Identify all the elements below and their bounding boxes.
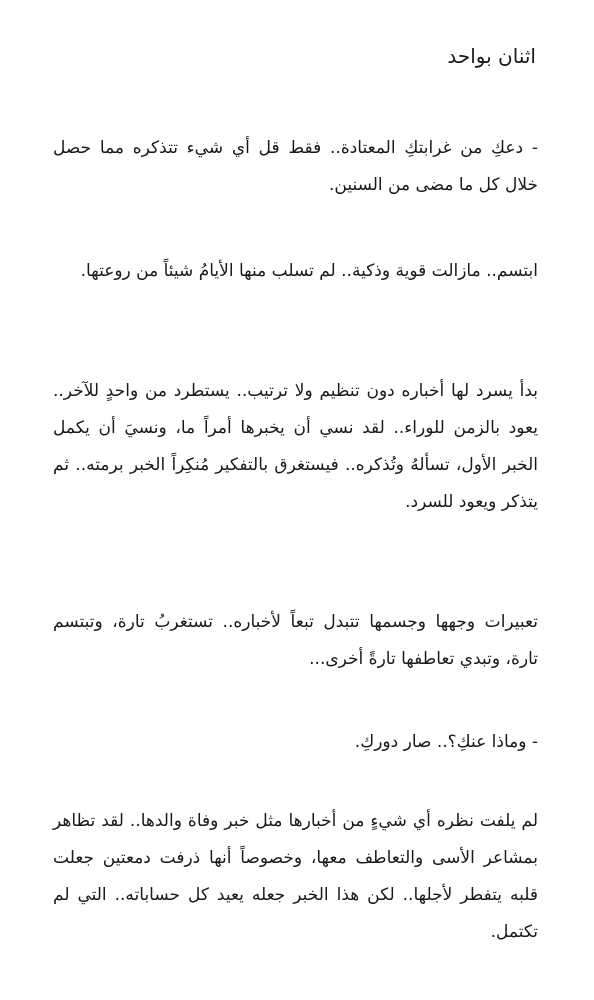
paragraph-smile: ابتسم.. مازالت قوية وذكية.. لم تسلب منها الأيامُ شيئاً من روعتها. xyxy=(80,261,538,281)
document-title: اثنان بواحد xyxy=(447,44,536,68)
paragraph-father-news: لم يلفت نظره أي شيءٍ من أخبارها مثل خبر وفاة والدها.. لقد تظاهر بمشاعر الأسى والتعاطف معها، وخصوصاً أنها ذرفت دمعتين جعلت قلبه يتفطر لأجلها.. لكن هذا الخبر جعله يعيد كل حساباته.. التي لم تكتمل. xyxy=(53,811,538,942)
paragraph-dialogue-request: - دعكِ من غرابتكِ المعتادة.. فقط قل أي شيء تتذكره مما حصل خلال كل ما مضى من السنين. xyxy=(53,138,538,195)
paragraph-narration: بدأ يسرد لها أخباره دون تنظيم ولا ترتيب.. يستطرد من واحدٍ للآخر.. يعود بالزمن للوراء.. لقد نسي أن يخبرها أمراً ما، ونسيَ أن يكمل الخبر الأول، تسألهُ وتُذكره.. فيستغرق بالتفكير مُنكِراً الخبر برمته.. ثم يتذكر ويعود للسرد. xyxy=(53,381,538,512)
paragraph-dialogue-turn: - وماذا عنكِ؟.. صار دوركِ. xyxy=(354,732,538,752)
paragraph-expressions: تعبيرات وجهها وجسمها تتبدل تبعاً لأخباره.. تستغربُ تارة، وتبتسم تارة، وتبدي تعاطفها تارةً أخرى... xyxy=(53,612,538,669)
